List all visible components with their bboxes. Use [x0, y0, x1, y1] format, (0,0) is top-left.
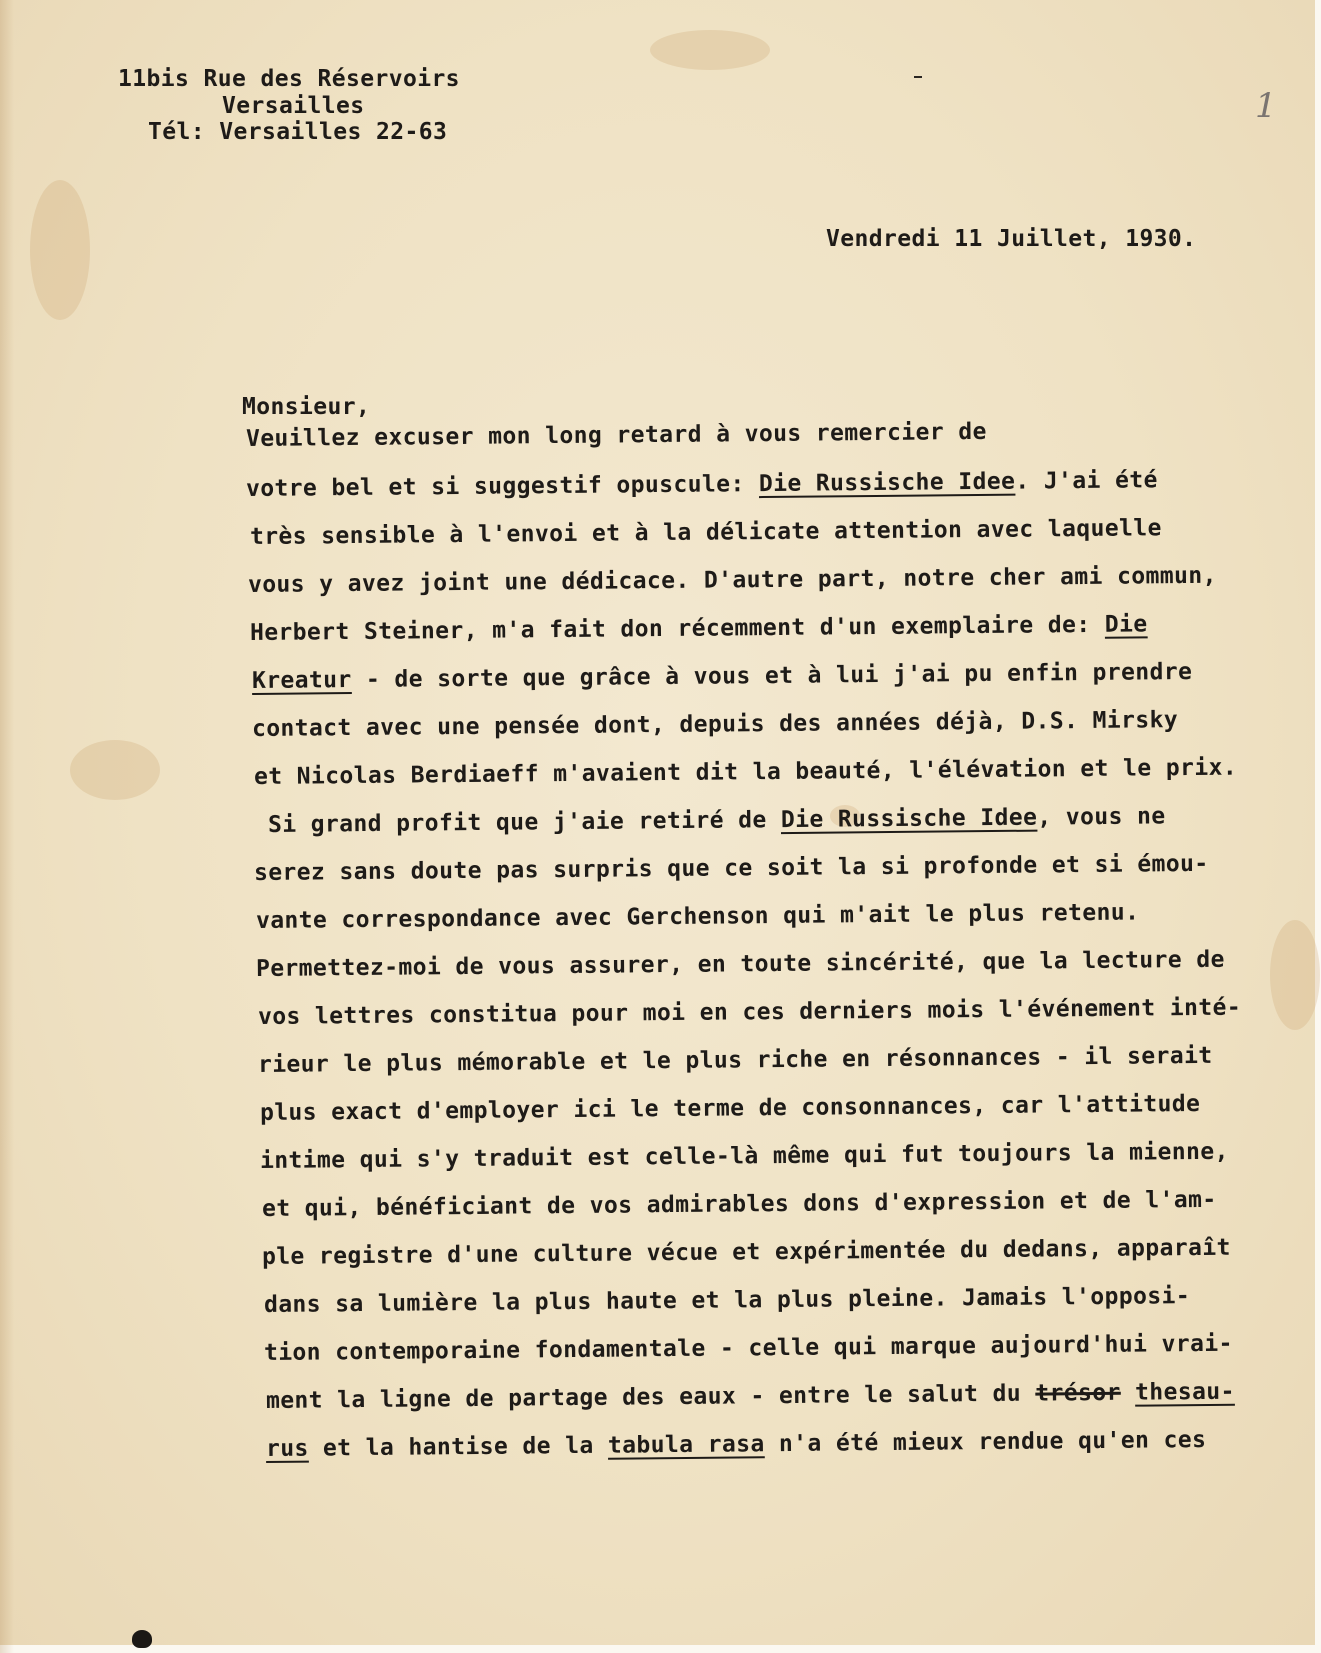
- body-line: [262, 1187, 1217, 1222]
- page-number: 1: [1255, 86, 1277, 126]
- body-line: [254, 851, 1209, 886]
- stain: [70, 740, 160, 800]
- body-line: [252, 659, 1193, 694]
- body-line: [258, 1043, 1213, 1078]
- line-text: Permettez-moi de vous assurer, en toute sincérité, que la lecture de: [255, 946, 1225, 982]
- line-text: Veuillez excuser mon long retard à vous remercier de: [245, 418, 987, 452]
- underlined-title: tabula rasa: [607, 1431, 765, 1459]
- body-line: [262, 1235, 1231, 1270]
- body-line: [256, 947, 1225, 982]
- line-text: rieur le plus mémorable et le plus riche en résonnances - il serait: [257, 1042, 1213, 1078]
- body-line: [260, 1091, 1201, 1126]
- stain: [30, 180, 90, 320]
- line-text: et qui, bénéficiant de vos admirables dons d'expression et de l'am-: [261, 1186, 1217, 1222]
- letterhead-street: 11bis Rue des Réservoirs: [118, 66, 460, 92]
- typed-mark: [914, 76, 922, 78]
- line-text: plus exact d'employer ici le terme de consonnances, car l'attitude: [259, 1090, 1201, 1126]
- body-line: [246, 419, 987, 452]
- line-text: , vous ne: [1037, 803, 1166, 831]
- underlined-title: thesau-: [1134, 1378, 1235, 1406]
- line-text: vante correspondance avec Gerchenson qui m'ait le plus retenu.: [255, 899, 1140, 934]
- line-text: ment la ligne de partage des eaux - entre le salut du: [265, 1380, 1036, 1414]
- salutation: Monsieur,: [242, 394, 371, 420]
- body-line: [246, 467, 1158, 502]
- letterhead-phone: Tél: Versailles 22-63: [148, 119, 448, 145]
- line-text: Herbert Steiner, m'a fait don récemment d'un exemplaire de:: [249, 611, 1105, 646]
- line-text: ple registre d'une culture vécue et expérimentée du dedans, apparaît: [261, 1234, 1231, 1270]
- line-text: votre bel et si suggestif opuscule:: [245, 471, 760, 502]
- underlined-title: Die Russische Idee: [758, 468, 1016, 498]
- body-line: [264, 1283, 1190, 1318]
- stain: [1270, 920, 1320, 1030]
- line-text: Si grand profit que j'aie retiré de: [267, 807, 782, 838]
- underlined-title: Die: [1104, 611, 1148, 638]
- line-text: très sensible à l'envoi et à la délicate attention avec laquelle: [249, 515, 1162, 550]
- body-line: [264, 1331, 1233, 1366]
- line-text: . J'ai été: [1015, 467, 1158, 495]
- body-line: [266, 1379, 1235, 1414]
- body-line: [266, 1427, 1207, 1462]
- underlined-title: Die Russische Idee: [780, 804, 1038, 834]
- body-line: [250, 515, 1162, 550]
- body-line: [256, 900, 1140, 934]
- line-text: et Nicolas Berdiaeff m'avaient dit la beauté, l'élévation et le prix.: [253, 754, 1238, 790]
- paper-edge-shadow: [0, 0, 14, 1653]
- body-line: [268, 803, 1166, 838]
- line-text: n'a été mieux rendue qu'en ces: [764, 1426, 1207, 1458]
- body-line: [260, 1139, 1229, 1174]
- letter-date: Vendredi 11 Juillet, 1930.: [826, 226, 1197, 252]
- stain: [650, 30, 770, 70]
- line-text: vos lettres constitua pour moi en ces derniers mois l'événement inté-: [257, 994, 1242, 1030]
- line-text: intime qui s'y traduit est celle-là même qui fut toujours la mienne,: [259, 1138, 1229, 1174]
- body-line: [248, 563, 1217, 598]
- paper-hole: [132, 1630, 152, 1648]
- line-text: dans sa lumière la plus haute et la plus pleine. Jamais l'opposi-: [263, 1283, 1191, 1318]
- body-line: [252, 707, 1178, 742]
- letterhead-city: Versailles: [222, 93, 365, 119]
- struck-word: trésor: [1035, 1379, 1121, 1407]
- line-text: - de sorte que grâce à vous et à lui j'ai pu enfin prendre: [351, 658, 1193, 694]
- line-text: et la hantise de la: [308, 1432, 609, 1462]
- line-text: tion contemporaine fondamentale - celle qui marque aujourd'hui vrai-: [263, 1330, 1233, 1366]
- underlined-title: Kreatur: [251, 667, 352, 694]
- body-line: [250, 611, 1148, 646]
- underlined-title: rus: [265, 1435, 309, 1462]
- line-text: serez sans doute pas surpris que ce soit la si profonde et si émou-: [253, 850, 1209, 886]
- body-line: [254, 755, 1237, 790]
- line-text: vous y avez joint une dédicace. D'autre part, notre cher ami commun,: [247, 562, 1217, 598]
- line-text: [1121, 1380, 1135, 1406]
- body-line: [258, 995, 1241, 1030]
- line-text: contact avec une pensée dont, depuis des années déjà, D.S. Mirsky: [251, 707, 1179, 742]
